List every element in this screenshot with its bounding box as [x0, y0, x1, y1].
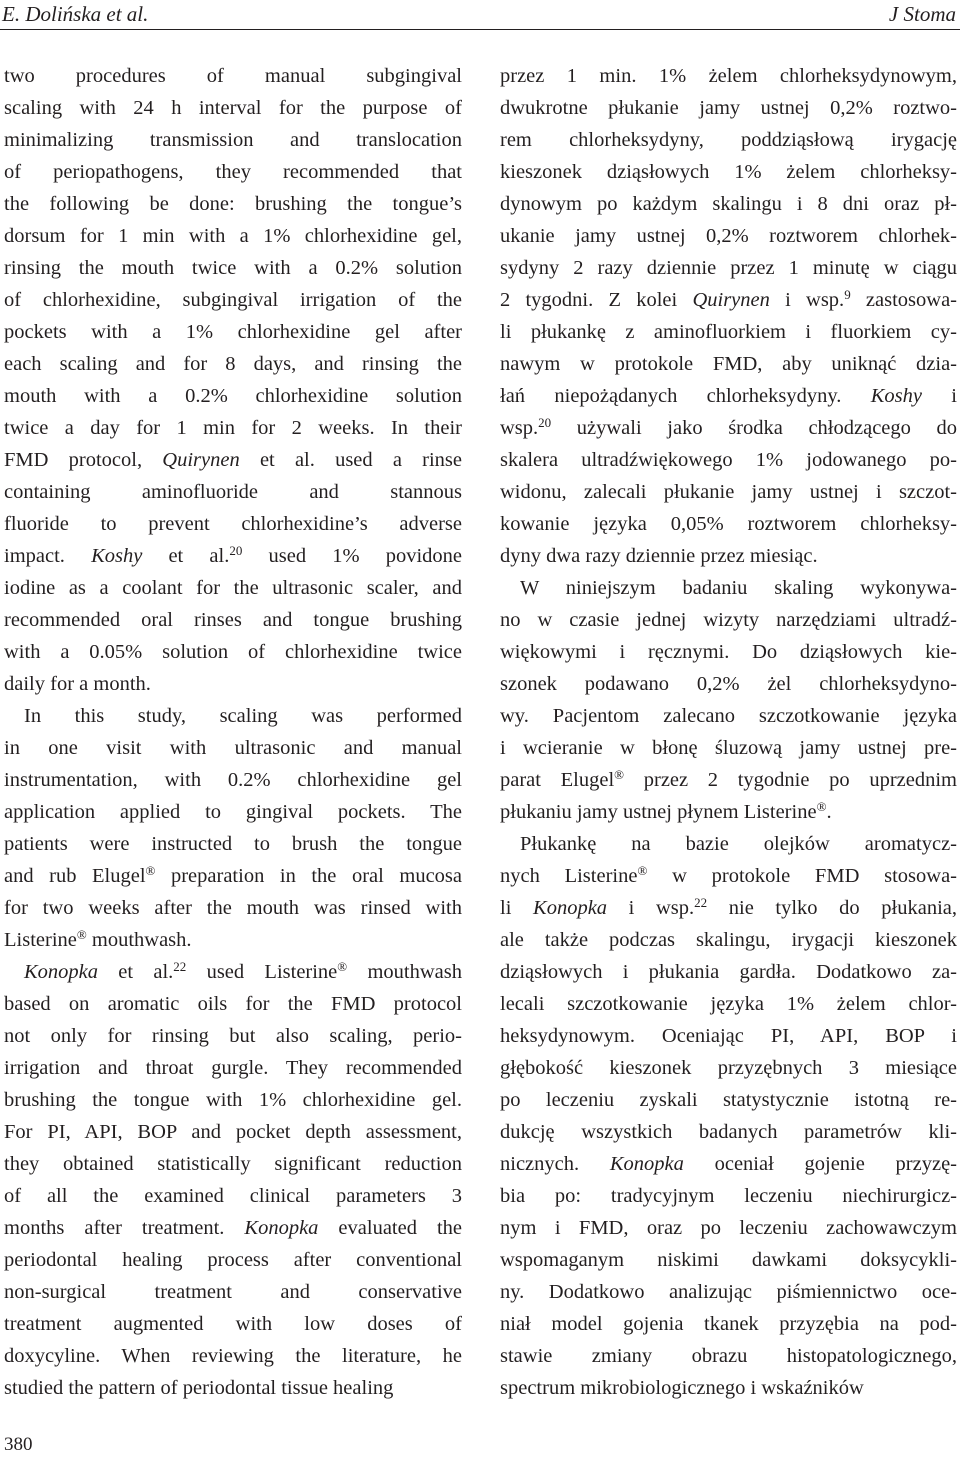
text-line: brushing the tongue with 1% chlorhexidine gel.	[4, 1089, 462, 1111]
text-line: kowanie języka 0,05% roztworem chlorheksy-	[500, 513, 957, 535]
text-line: widonu, zalecali płukanie jamy ustnej i szczot-	[500, 481, 957, 503]
text-line: doxycyline. When reviewing the literature, he	[4, 1345, 462, 1367]
right-column-polish	[500, 60, 957, 1404]
text-line: FMD protocol, Quirynen et al. used a rinse	[4, 449, 462, 471]
text-line: nawym w protokole FMD, aby uniknąć dzia-	[500, 353, 957, 375]
running-header	[0, 0, 960, 30]
text-line: pockets with a 1% chlorhexidine gel after	[4, 321, 462, 343]
left-column-english	[4, 60, 462, 1404]
text-line: dorsum for 1 min with a 1% chlorhexidine gel,	[4, 225, 462, 247]
text-line: Płukankę na bazie olejków aromatycz-	[520, 833, 957, 855]
text-line: rinsing the mouth twice with a 0.2% solution	[4, 257, 462, 279]
text-line: based on aromatic oils for the FMD protocol	[4, 993, 462, 1015]
text-line: Listerine® mouthwash.	[4, 926, 192, 951]
text-line: 2 tygodni. Z kolei Quirynen i wsp.$^9$ zastosowa-	[500, 286, 957, 311]
text-line: li Konopka i wsp.$^{22}$ nie tylko do płukania,	[500, 894, 957, 919]
text-line: and rub Elugel® preparation in the oral mucosa	[4, 862, 462, 887]
text-line: wspomaganym niskimi dawkami doksycykli-	[500, 1249, 957, 1271]
text-line: płukaniu jamy ustnej płynem Listerine®.	[500, 798, 832, 823]
text-line: dwukrotne płukanie jamy ustnej 0,2% roztwo-	[500, 97, 957, 119]
text-line: ny. Dodatkowo analizując piśmiennictwo oce-	[500, 1281, 957, 1303]
text-line: wsp.$^{20}$ używali jako środka chłodzącego do	[500, 414, 957, 439]
text-line: przez 1 min. 1% żelem chlorheksydynowym,	[500, 65, 957, 87]
text-line: patients were instructed to brush the tongue	[4, 833, 462, 855]
text-line: for two weeks after the mouth was rinsed with	[4, 897, 462, 919]
text-line: of chlorhexidine, subgingival irrigation of the	[4, 289, 462, 311]
text-line: periodontal healing process after conventional	[4, 1249, 462, 1271]
text-line: wy. Pacjentom zalecano szczotkowanie języka	[500, 705, 957, 727]
text-line: dukcję wszystkich badanych parametrów kli-	[500, 1121, 957, 1143]
text-line: they obtained statistically significant reduction	[4, 1153, 462, 1175]
text-line: kieszonek dziąsłowych 1% żelem chlorheksy-	[500, 161, 957, 183]
text-line: two procedures of manual subgingival	[4, 65, 462, 87]
text-line: nych Listerine® w protokole FMD stosowa-	[500, 862, 957, 887]
text-line: głębokość kieszonek przyzębnych 3 miesiące	[500, 1057, 957, 1079]
text-line: iodine as a coolant for the ultrasonic scaler, and	[4, 577, 462, 599]
page-number: 380	[4, 1434, 33, 1455]
text-line: skalera ultradźwiękowego 1% jodowanego po-	[500, 449, 957, 471]
header-rule	[0, 29, 960, 30]
text-line: treatment augmented with low doses of	[4, 1313, 462, 1335]
text-line: dyny dwa razy dziennie przez miesiąc.	[500, 545, 818, 567]
text-line: po leczeniu zyskali statystycznie istotną re-	[500, 1089, 957, 1111]
text-line: containing aminofluoride and stannous	[4, 481, 462, 503]
text-line: the following be done: brushing the tongue’s	[4, 193, 462, 215]
text-line: For PI, API, BOP and pocket depth assessment,	[4, 1121, 462, 1143]
text-line: of periopathogens, they recommended that	[4, 161, 462, 183]
text-line: dziąsłowych i płukania gardła. Dodatkowo za-	[500, 961, 957, 983]
text-line: nym i FMD, oraz po leczeniu zachowawczym	[500, 1217, 957, 1239]
text-line: ale także podczas skalingu, irygacji kieszonek	[500, 929, 957, 951]
text-line: ukanie jamy ustnej 0,2% roztworem chlorhek-	[500, 225, 957, 247]
text-line: W niniejszym badaniu skaling wykonywa-	[520, 577, 957, 599]
text-line: impact. Koshy et al.$^{20}$ used 1% povidone	[4, 542, 462, 567]
text-line: non-surgical treatment and conservative	[4, 1281, 462, 1303]
text-line: stawie zmiany obrazu histopatologicznego,	[500, 1345, 957, 1367]
text-line: of all the examined clinical parameters 3	[4, 1185, 462, 1207]
text-line: not only for rinsing but also scaling, perio-	[4, 1025, 462, 1047]
text-line: parat Elugel® przez 2 tygodnie po uprzednim	[500, 766, 957, 791]
header-authors: E. Dolińska et al.	[2, 2, 149, 26]
text-line: no w czasie jednej wizyty narzędziami ultradź-	[500, 609, 957, 631]
text-line: dynowym po każdym skalingu i 8 dni oraz pł-	[500, 193, 957, 215]
text-line: sydyny 2 razy dziennie przez 1 minutę w ciągu	[500, 257, 957, 279]
text-line: więkowymi i ręcznymi. Do dziąsłowych kie-	[500, 641, 957, 663]
text-line: Konopka et al.$^{22}$ used Listerine® mouthwash	[24, 958, 462, 983]
text-line: with a 0.05% solution of chlorhexidine twice	[4, 641, 462, 663]
text-line: mouth with a 0.2% chlorhexidine solution	[4, 385, 462, 407]
text-line: application applied to gingival pockets. The	[4, 801, 462, 823]
text-line: each scaling and for 8 days, and rinsing the	[4, 353, 462, 375]
text-line: daily for a month.	[4, 673, 151, 695]
header-journal: J Stoma	[888, 2, 956, 26]
text-line: irrigation and throat gurgle. They recommended	[4, 1057, 462, 1079]
text-line: nicznych. Konopka oceniał gojenie przyzę-	[500, 1153, 957, 1175]
text-line: studied the pattern of periodontal tissue healing	[4, 1377, 394, 1399]
text-line: recommended oral rinses and tongue brushing	[4, 609, 462, 631]
text-line: spectrum mikrobiologicznego i wskaźników	[500, 1377, 864, 1399]
text-line: bia po: tradycyjnym leczeniu niechirurgicz-	[500, 1185, 957, 1207]
text-line: months after treatment. Konopka evaluated the	[4, 1217, 462, 1239]
text-line: scaling with 24 h interval for the purpose of	[4, 97, 462, 119]
text-line: instrumentation, with 0.2% chlorhexidine gel	[4, 769, 462, 791]
text-line: lecali szczotkowanie języka 1% żelem chlor-	[500, 993, 957, 1015]
text-line: i wcieranie w błonę śluzową jamy ustnej pre-	[500, 737, 957, 759]
text-line: szonek podawano 0,2% żel chlorheksydyno-	[500, 673, 957, 695]
text-line: rem chlorheksydyny, poddziąsłową irygację	[500, 129, 957, 151]
text-line: heksydynowym. Oceniając PI, API, BOP i	[500, 1025, 957, 1047]
text-line: In this study, scaling was performed	[24, 705, 462, 727]
text-line: fluoride to prevent chlorhexidine’s adverse	[4, 513, 462, 535]
text-line: li płukankę z aminofluorkiem i fluorkiem cy-	[500, 321, 957, 343]
text-line: łań niepożądanych chlorheksydyny. Koshy i	[500, 385, 957, 407]
text-line: twice a day for 1 min for 2 weeks. In their	[4, 417, 462, 439]
text-line: minimalizing transmission and translocation	[4, 129, 462, 151]
text-line: niał model gojenia tkanek przyzębia na pod-	[500, 1313, 957, 1335]
text-line: in one visit with ultrasonic and manual	[4, 737, 462, 759]
